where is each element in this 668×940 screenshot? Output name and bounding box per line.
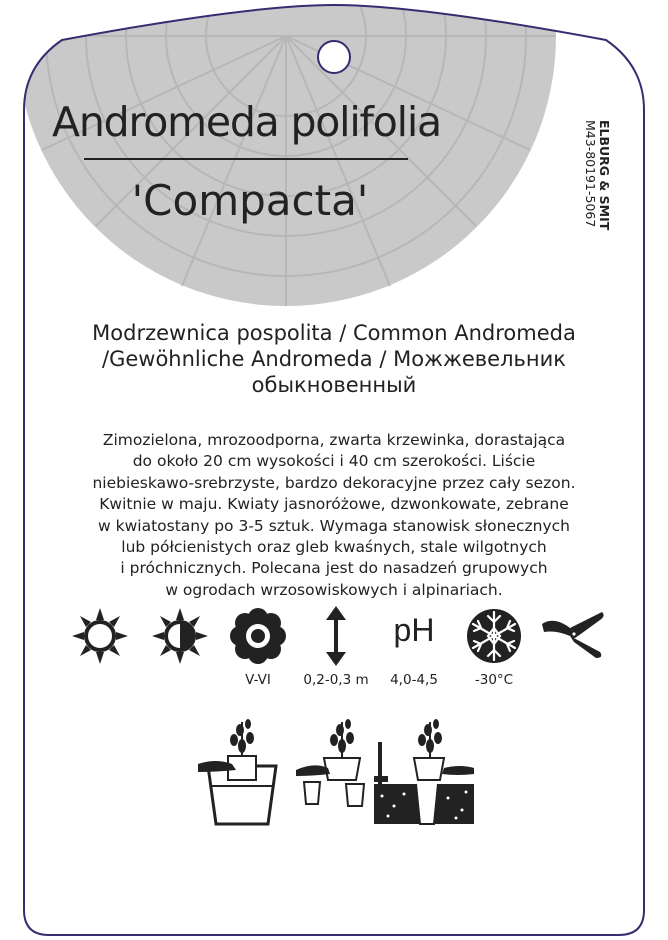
hardiness-label: -30°C bbox=[474, 672, 514, 688]
brand-name: ELBURG & SMIT bbox=[597, 120, 612, 231]
description-line: w kwiatostany po 3-5 sztuk. Wymaga stanowisk słonecznych bbox=[98, 516, 570, 535]
height-arrow-icon bbox=[306, 606, 366, 666]
common-name-line: Modrzewnica pospolita / Common Andromeda bbox=[92, 321, 576, 345]
plant-in-soil-icon bbox=[374, 719, 474, 824]
height-label: 0,2-0,3 m bbox=[303, 672, 369, 688]
brand-code-vertical bbox=[548, 118, 668, 268]
flowering-months-label: V-VI bbox=[245, 672, 271, 688]
hanging-hole bbox=[318, 41, 350, 73]
half-shade-icon bbox=[150, 606, 210, 666]
common-name-line: обыкновенный bbox=[251, 373, 417, 397]
flower-icon bbox=[228, 606, 288, 666]
description-line: i próchnicznych. Polecana jest do nasadzeń grupowych bbox=[120, 559, 548, 578]
sun-icon bbox=[70, 606, 130, 666]
cultivar-name: 'Compacta' bbox=[131, 176, 369, 225]
remove-pot-icon bbox=[296, 719, 364, 806]
latin-name: Andromeda polifolia bbox=[52, 98, 441, 146]
description-line: niebieskawo-srebrzyste, bardzo dekoracyjne przez cały sezon. bbox=[92, 473, 576, 492]
title-divider bbox=[84, 158, 408, 160]
description-line: do około 20 cm wysokości i 40 cm szerokości. Liście bbox=[132, 452, 536, 471]
pruning-shears-icon bbox=[540, 606, 606, 666]
product-code: M43-80191-5067 bbox=[583, 120, 598, 228]
ph-label: 4,0-4,5 bbox=[390, 672, 438, 688]
soak-pot-icon bbox=[198, 719, 276, 824]
description-line: Zimozielona, mrozoodporna, zwarta krzewinka, dorastająca bbox=[102, 431, 566, 449]
common-names bbox=[40, 320, 628, 398]
description-line: Kwitnie w maju. Kwiaty jasnoróżowe, dzwonkowate, zebrane bbox=[99, 495, 569, 514]
planting-steps bbox=[196, 712, 476, 832]
common-name-line: /Gewöhnliche Andromeda / Можжевельник bbox=[102, 347, 566, 371]
description-line: w ogrodach wrzosowiskowych i alpinariach. bbox=[165, 580, 503, 599]
ph-icon: pH bbox=[393, 612, 435, 648]
description-line: lub półcienistych oraz gleb kwaśnych, stale wilgotnych bbox=[121, 538, 547, 557]
snowflake-icon bbox=[464, 606, 524, 666]
description bbox=[40, 430, 628, 601]
